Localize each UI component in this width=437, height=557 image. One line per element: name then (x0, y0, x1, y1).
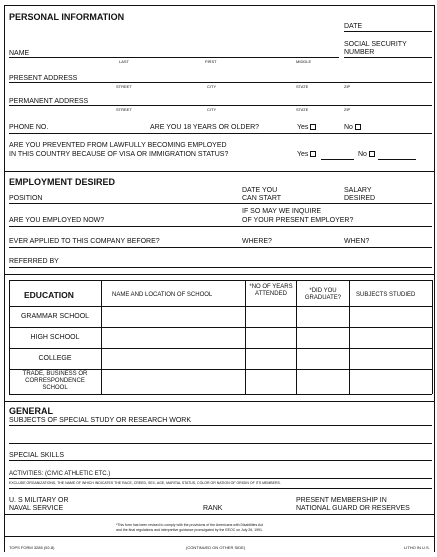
special-study-line[interactable] (9, 425, 432, 426)
permanent-zip-label: ZIP (344, 107, 351, 112)
phone-line[interactable] (9, 133, 432, 134)
table-col-line (432, 280, 433, 394)
table-col-line (245, 280, 246, 394)
date-line[interactable] (344, 31, 432, 32)
visa-yes-checkbox[interactable] (310, 151, 316, 157)
exclude-note: EXCLUDE ORGANIZATIONS, THE NAME OF WHICH INDICATES THE RACE, CREED, SEX, AGE, MARITAL STATUS, COLOR OR NATION OF ORIGIN OF ITS MEMBERS. (9, 481, 281, 485)
general-bottom-line (4, 514, 434, 515)
phone-label: PHONE NO. (9, 124, 49, 131)
visa-no-option[interactable] (358, 151, 375, 159)
age-yes-checkbox[interactable] (310, 124, 316, 130)
permanent-street-label: STREET (116, 107, 132, 112)
present-state-label: STATE (296, 84, 309, 89)
military-label-1: U. S MILITARY OR (9, 497, 69, 504)
left-border (4, 5, 5, 552)
date-start-label-2: CAN START (242, 195, 282, 202)
general-heading: GENERAL (9, 406, 54, 416)
special-study-label: SUBJECTS OF SPECIAL STUDY OR RESEARCH WORK (9, 417, 192, 424)
special-skills-label: SPECIAL SKILLS (9, 452, 64, 459)
table-row-line (9, 348, 432, 349)
membership-label-1: PRESENT MEMBERSHIP IN (296, 497, 387, 504)
education-heading: EDUCATION (24, 290, 74, 300)
age-yes-option[interactable] (297, 124, 316, 132)
col-subjects-header: SUBJECTS STUDIED (356, 292, 416, 298)
employment-heading: EMPLOYMENT DESIRED (9, 177, 116, 187)
salary-label-1: SALARY (344, 187, 372, 194)
membership-label-2: NATIONAL GUARD OR RESERVES (296, 505, 410, 512)
name-middle-label: MIDDLE (296, 59, 312, 64)
position-label: POSITION (9, 195, 43, 202)
col-graduate-header: *DID YOU GRADUATE? (304, 288, 342, 301)
table-col-line (101, 280, 102, 394)
visa-yes-option[interactable] (297, 151, 316, 159)
name-last-label: LAST (119, 59, 130, 64)
name-label: NAME (9, 50, 30, 57)
age-question: ARE YOU 18 YEARS OR OLDER? (150, 124, 260, 131)
age-no-option[interactable] (344, 124, 361, 132)
row-grammar-school: GRAMMAR SCHOOL (20, 313, 90, 320)
special-study-line-2[interactable] (9, 443, 432, 444)
visa-no-label: No (358, 151, 367, 158)
date-start-label-1: DATE YOU (242, 187, 278, 194)
exclude-line (9, 488, 432, 489)
referred-line[interactable] (9, 267, 432, 268)
section-divider-employment (4, 171, 434, 172)
visa-question-line2: IN THIS COUNTRY BECAUSE OF VISA OR IMMIGRATION STATUS? (9, 151, 229, 158)
permanent-city-label: CITY (207, 107, 217, 112)
employed-question: ARE YOU EMPLOYED NOW? (9, 217, 105, 224)
age-no-label: No (344, 124, 353, 131)
section-divider-education (4, 274, 434, 275)
table-top-line (9, 280, 432, 281)
continued-note: (CONTINUED ON OTHER SIDE) (186, 545, 246, 550)
footer-line (4, 536, 434, 537)
top-border (4, 5, 434, 6)
row-college: COLLEGE (38, 355, 72, 362)
table-col-line (349, 280, 350, 394)
referred-label: REFERRED BY (9, 258, 59, 265)
when-label: WHEN? (344, 238, 370, 245)
table-row-line (9, 327, 432, 328)
inquire-label-2: OF YOUR PRESENT EMPLOYER? (242, 217, 354, 224)
ssn-label: SOCIAL SECURITY NUMBER (344, 41, 407, 56)
permanent-address-label: PERMANENT ADDRESS (9, 98, 89, 105)
present-address-line[interactable] (9, 82, 432, 83)
present-zip-label: ZIP (344, 84, 351, 89)
rank-label: RANK (203, 505, 223, 512)
date-label: DATE (344, 23, 363, 30)
where-label: WHERE? (242, 238, 272, 245)
ada-note-line2: and the final regulations and interpretive guidance promulgated by the EEOC on July 26, 1991. (116, 528, 263, 532)
activities-line[interactable] (9, 478, 432, 479)
permanent-address-line[interactable] (9, 105, 432, 106)
permanent-state-label: STATE (296, 107, 309, 112)
col-school-header: NAME AND LOCATION OF SCHOOL (112, 292, 213, 298)
military-label-2: NAVAL SERVICE (9, 505, 64, 512)
present-street-label: STREET (116, 84, 132, 89)
right-border (434, 5, 435, 552)
applied-question: EVER APPLIED TO THIS COMPANY BEFORE? (9, 238, 160, 245)
form-number: TOPS FORM 3285 (92-8) (9, 545, 55, 550)
inquire-label-1: IF SO MAY WE INQUIRE (242, 208, 322, 215)
visa-no-checkbox[interactable] (369, 151, 375, 157)
present-address-label: PRESENT ADDRESS (9, 75, 78, 82)
applied-line[interactable] (9, 247, 432, 248)
special-skills-line[interactable] (9, 460, 432, 461)
table-col-line (296, 280, 297, 394)
col-years-header: *NO OF YEARS ATTENDED (249, 284, 293, 297)
row-high-school: HIGH SCHOOL (30, 334, 80, 341)
row-trade-school: TRADE, BUSINESS OR CORRESPONDENCE SCHOOL (22, 371, 88, 391)
employed-line[interactable] (9, 226, 432, 227)
visa-question-line1: ARE YOU PREVENTED FROM LAWFULLY BECOMING EMPLOYED (9, 142, 227, 149)
ada-note-line1: *This form has been revised to comply with the provisions of the Americans with Disabilities Act (116, 523, 264, 527)
personal-heading: PERSONAL INFORMATION (9, 12, 125, 22)
present-city-label: CITY (207, 84, 217, 89)
activities-label: ACTIVITIES: (CIVIC ATHLETIC ETC.) (9, 471, 111, 477)
table-row-line (9, 369, 432, 370)
age-no-checkbox[interactable] (355, 124, 361, 130)
position-line[interactable] (9, 203, 432, 204)
visa-no-line[interactable] (378, 159, 416, 160)
name-line[interactable] (9, 57, 339, 58)
table-header-bottom (9, 306, 432, 307)
table-bottom-line (9, 394, 432, 395)
salary-label-2: DESIRED (344, 195, 376, 202)
visa-yes-line[interactable] (321, 159, 354, 160)
visa-yes-label: Yes (297, 151, 309, 158)
age-yes-label: Yes (297, 124, 309, 131)
name-first-label: FIRST (205, 59, 217, 64)
litho-note: LITHO IN U.S. (404, 545, 430, 550)
ssn-line[interactable] (344, 57, 432, 58)
section-divider-general (4, 401, 434, 402)
